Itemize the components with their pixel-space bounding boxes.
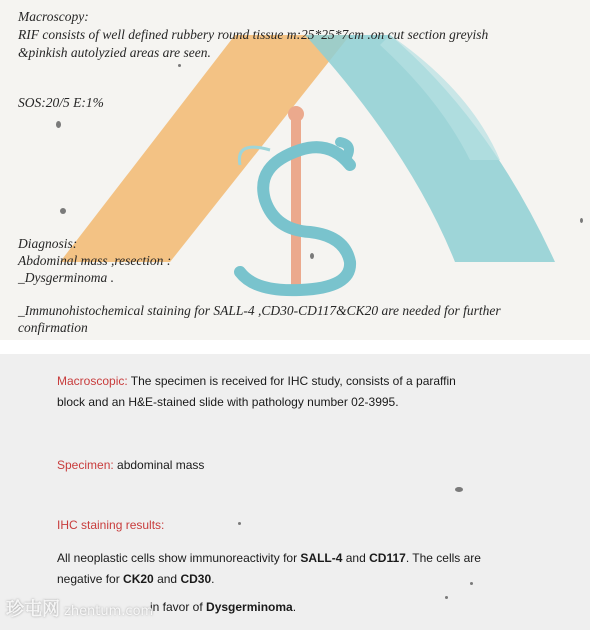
result-and-2: and bbox=[153, 572, 181, 586]
conclusion-text: in favor of bbox=[150, 600, 207, 614]
conclusion-dot: . bbox=[292, 600, 297, 614]
watermark-url: zhentum.com bbox=[64, 604, 154, 619]
printed-report-bottom bbox=[0, 354, 590, 630]
panel-separator bbox=[0, 340, 590, 354]
macroscopic-line-1 bbox=[57, 374, 456, 388]
conclusion-diagnosis: Dysgerminoma bbox=[206, 600, 293, 614]
conclusion-line bbox=[150, 600, 296, 614]
scan-speck bbox=[310, 253, 314, 259]
site-watermark bbox=[6, 595, 153, 621]
macroscopy-line-1: RIF consists of well defined rubbery round tissue m:25*25*7cm .on cut section greyish bbox=[18, 27, 489, 42]
ihc-results-label: IHC staining results: bbox=[57, 518, 165, 532]
ihc-result-line-2 bbox=[57, 572, 214, 586]
result-text-2: . The cells are bbox=[405, 551, 481, 565]
diagnosis-heading: Diagnosis: bbox=[18, 236, 78, 251]
watermark-cn: 珍屯网 bbox=[6, 599, 60, 620]
ihc-line-2: confirmation bbox=[18, 320, 88, 335]
ihc-line-1: _Immunohistochemical staining for SALL-4 ,CD30-CD117&CK20 are needed for further bbox=[18, 303, 501, 318]
marker-ck20: CK20 bbox=[123, 572, 154, 586]
specimen-line bbox=[57, 458, 204, 472]
macroscopic-label: Macroscopic: bbox=[57, 374, 128, 388]
macroscopic-line-2: block and an H&E-stained slide with pathology number 02-3995. bbox=[57, 395, 399, 409]
scan-speck bbox=[580, 218, 583, 223]
logo-staff bbox=[291, 112, 301, 287]
scan-speck bbox=[470, 582, 473, 585]
scan-speck bbox=[56, 121, 61, 128]
sos-line: SOS:20/5 E:1% bbox=[18, 95, 104, 110]
specimen-value: abdominal mass bbox=[113, 458, 205, 472]
specimen-label: Specimen: bbox=[57, 458, 114, 472]
macroscopy-heading: Macroscopy: bbox=[18, 9, 89, 24]
result-text-1: All neoplastic cells show immunoreactivity for bbox=[57, 551, 301, 565]
macroscopic-text-1: The specimen is received for IHC study, consists of a paraffin bbox=[127, 374, 456, 388]
scan-speck bbox=[238, 522, 241, 525]
result-and-1: and bbox=[342, 551, 370, 565]
result-negative-text: negative for bbox=[57, 572, 124, 586]
result-dot: . bbox=[211, 572, 215, 586]
diagnosis-line-2: _Dysgerminoma . bbox=[18, 270, 114, 285]
marker-sall4: SALL-4 bbox=[300, 551, 343, 565]
macroscopy-line-2: &pinkish autolyzied areas are seen. bbox=[18, 45, 211, 60]
scan-speck bbox=[60, 208, 66, 214]
scan-speck bbox=[455, 487, 463, 492]
marker-cd30: CD30 bbox=[180, 572, 212, 586]
logo-staff-knob bbox=[288, 106, 304, 122]
scan-speck bbox=[178, 64, 181, 67]
marker-cd117: CD117 bbox=[369, 551, 406, 565]
scan-speck bbox=[445, 596, 448, 599]
ihc-result-line-1 bbox=[57, 551, 481, 565]
diagnosis-line-1: Abdominal mass ,resection : bbox=[18, 253, 172, 268]
